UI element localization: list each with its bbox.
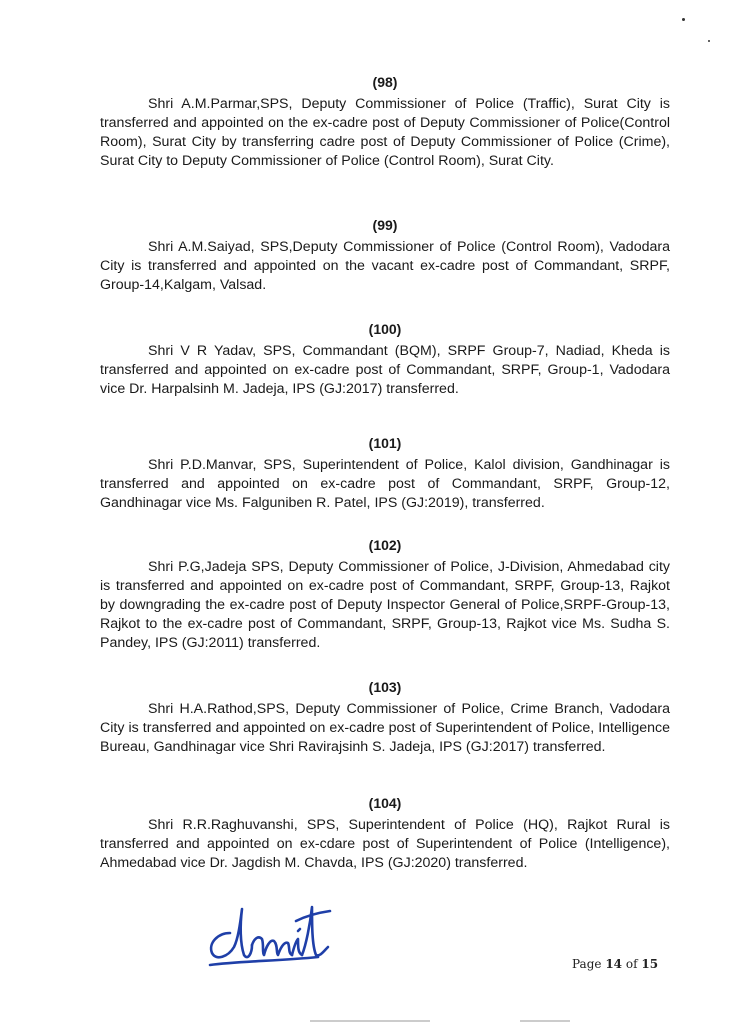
total-pages: 15 — [641, 957, 659, 971]
scan-edge-mark — [520, 1020, 570, 1022]
order-text: Shri V R Yadav, SPS, Commandant (BQM), SRPF Group-7, Nadiad, Kheda is transferred and appointed on ex-cadre post of Commandant, SRPF, Group-1, Vadodara vice Dr. Harpalsinh M. Jadeja, IPS (GJ:2017) transferred. — [100, 343, 670, 397]
order-103 — [100, 679, 670, 757]
order-102 — [100, 537, 670, 653]
order-98 — [100, 74, 670, 171]
scan-speck — [682, 18, 685, 21]
order-number: (102) — [368, 537, 402, 553]
order-text: Shri P.G,Jadeja SPS, Deputy Commissioner of Police, J-Division, Ahmedabad city is transferred and appointed on ex-cadre post of Commandant, SRPF, Group-13, Rajkot by downgrading the ex-cadre post of Deputy Inspector General of Police,SRPF-Group-13, Rajkot to the ex-cadre post of Commandant, SRPF, Group-13, Rajkot vice Ms. Sudha S. Pandey, IPS (GJ:2011) transferred. — [100, 559, 670, 651]
order-text: Shri H.A.Rathod,SPS, Deputy Commissioner of Police, Crime Branch, Vadodara City is transferred and appointed on ex-cadre post of Superintendent of Police, Intelligence Bureau, Gandhinagar vice Shri Ravirajsinh S. Jadeja, IPS (GJ:2017) transferred. — [100, 701, 670, 755]
of-label: of — [625, 957, 638, 971]
order-text: Shri P.D.Manvar, SPS, Superintendent of Police, Kalol division, Gandhinagar is transferred and appointed on ex-cadre post of Commandant, SRPF, Group-12, Gandhinagar vice Ms. Falguniben R. Patel, IPS (GJ:2019), transferred. — [100, 457, 670, 511]
order-number: (98) — [372, 74, 398, 90]
scan-edge-mark — [310, 1020, 430, 1022]
page-label: Page — [572, 957, 602, 971]
order-number: (100) — [368, 321, 402, 337]
scan-speck — [708, 40, 710, 42]
order-99 — [100, 217, 670, 295]
order-104 — [100, 795, 670, 873]
current-page: 14 — [605, 957, 623, 971]
order-text: Shri R.R.Raghuvanshi, SPS, Superintendent of Police (HQ), Rajkot Rural is transferred and appointed on ex-cdare post of Superintendent of Police (Intelligence), Ahmedabad vice Dr. Jagdish M. Chavda, IPS (GJ:2020) transferred. — [100, 817, 670, 871]
order-number: (101) — [368, 435, 402, 451]
order-100 — [100, 321, 670, 399]
order-101 — [100, 435, 670, 513]
order-text: Shri A.M.Parmar,SPS, Deputy Commissioner of Police (Traffic), Surat City is transferred and appointed on the ex-cadre post of Deputy Commissioner of Police(Control Room), Surat City by transferring cadre post of Deputy Commissioner of Police (Crime), Surat City to Deputy Commissioner of Police (Control Room), Surat City. — [100, 96, 670, 169]
page-number — [572, 957, 658, 971]
order-text: Shri A.M.Saiyad, SPS,Deputy Commissioner of Police (Control Room), Vadodara City is transferred and appointed on the vacant ex-cadre post of Commandant, SRPF, Group-14,Kalgam, Valsad. — [100, 239, 670, 293]
order-number: (99) — [372, 217, 398, 233]
order-number: (104) — [368, 795, 402, 811]
order-number: (103) — [368, 679, 402, 695]
signature-icon — [200, 895, 340, 975]
